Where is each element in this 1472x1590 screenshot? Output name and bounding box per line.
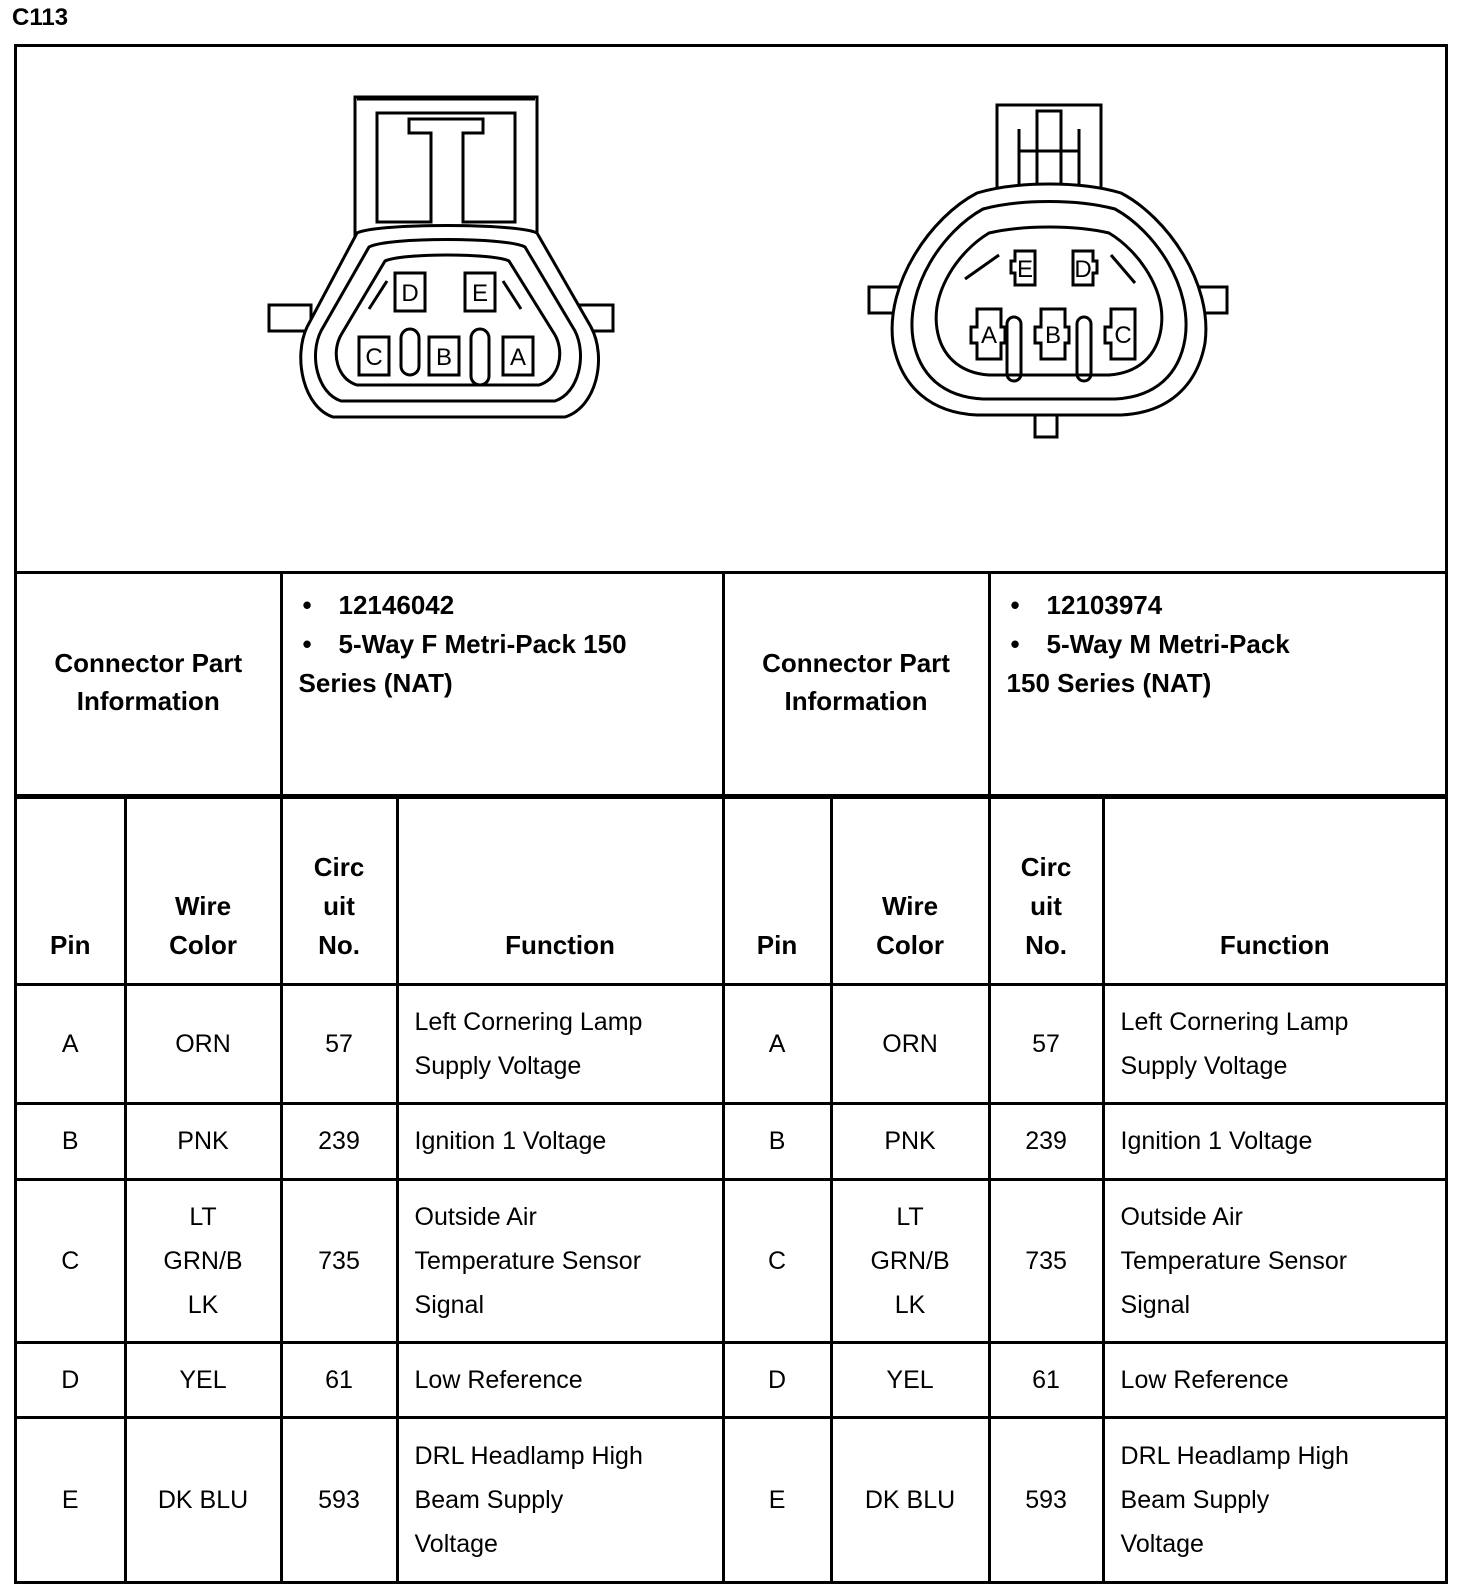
male-connector-drawing (869, 105, 1227, 437)
part-description: • 5-Way M Metri-Pack (1007, 625, 1446, 664)
header-wire-color: Wire Color (125, 796, 281, 984)
table-row: B PNK 239 Ignition 1 Voltage B PNK 239 Ignition 1 Voltage (17, 1104, 1445, 1179)
connector-face-views (17, 47, 1445, 571)
male-pin-label-a: A (980, 322, 998, 349)
part-description: • 5-Way F Metri-Pack 150 (299, 625, 722, 664)
connector-diagram-area (17, 47, 1445, 574)
male-pin-label-c: C (1114, 322, 1132, 349)
part-description-cont: Series (NAT) (298, 668, 453, 698)
male-pin-label-d: D (1074, 256, 1092, 283)
female-pin-label-d: D (401, 280, 419, 307)
female-pin-label-b: B (435, 344, 453, 371)
connector-part-info-label: Connector Part Information (723, 571, 989, 796)
table-row: C LT GRN/B LK 735 Outside Air Temperature Sensor Signal C LT GRN/B LK 735 Outside Air Temperature Sensor Signal (17, 1179, 1445, 1342)
header-pin: Pin (723, 796, 831, 984)
male-pin-label-b: B (1044, 322, 1062, 349)
part-description-cont: 150 Series (NAT) (1006, 668, 1212, 698)
header-wire-color: Wire Color (831, 796, 989, 984)
connector-id-title: C113 (12, 4, 69, 31)
table-header-row (17, 796, 1445, 984)
part-number: • 12146042 (299, 586, 722, 625)
table-row: E DK BLU 593 DRL Headlamp High Beam Supply Voltage E DK BLU 593 DRL Headlamp High Beam Supply Voltage (17, 1418, 1445, 1581)
table-row: D YEL 61 Low Reference D YEL 61 Low Reference (17, 1342, 1445, 1417)
table-row: A ORN 57 Left Cornering Lamp Supply Voltage A ORN 57 Left Cornering Lamp Supply Voltage (17, 984, 1445, 1103)
connector-part-info-value (989, 571, 1445, 796)
connector-part-info-label: Connector Part Information (17, 571, 281, 796)
female-pin-label-e: E (471, 280, 489, 307)
male-pin-label-e: E (1016, 256, 1034, 283)
header-function: Function (397, 796, 723, 984)
header-circuit-no: Circ uit No. (989, 796, 1103, 984)
connector-table-frame (14, 44, 1448, 1584)
pinout-table (17, 571, 1445, 1581)
header-function: Function (1103, 796, 1445, 984)
female-pin-label-a: A (509, 344, 527, 371)
header-pin: Pin (17, 796, 125, 984)
female-pin-label-c: C (365, 344, 383, 371)
header-circuit-no: Circ uit No. (281, 796, 397, 984)
part-number: • 12103974 (1007, 586, 1446, 625)
connector-part-info-value (281, 571, 723, 796)
